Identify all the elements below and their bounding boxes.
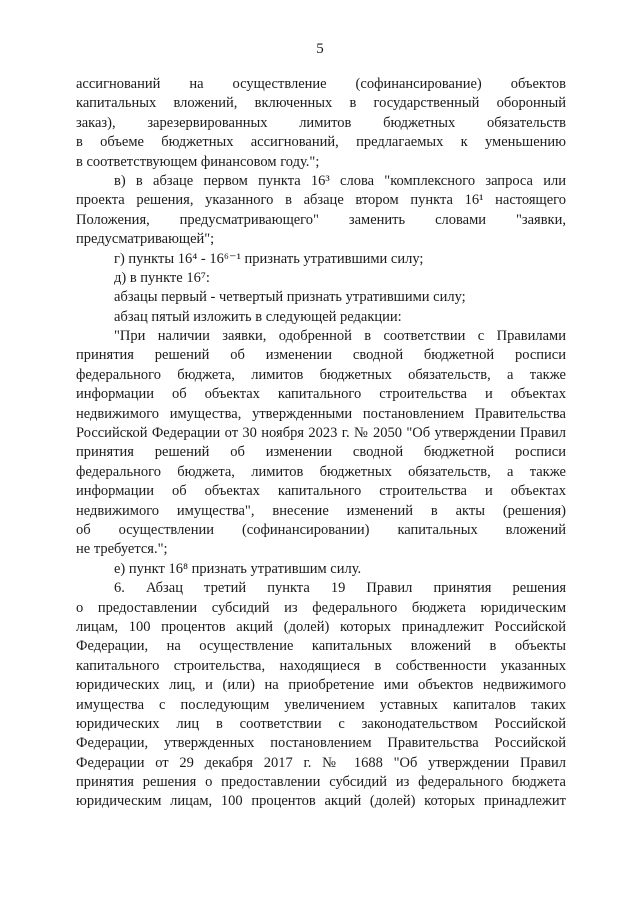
text-line: о предоставлении субсидий из федерального бюджета юридическим bbox=[76, 599, 566, 616]
text-line: в объеме бюджетных ассигнований, предлагаемых к уменьшению bbox=[76, 134, 566, 151]
page-number: 5 bbox=[316, 41, 324, 57]
text-line: капитального строительства, находящиеся в собственности указанных bbox=[76, 657, 566, 674]
text-line: лицам, 100 процентов акций (долей) которых принадлежит Российской bbox=[76, 618, 566, 635]
text-line: не требуется."; bbox=[76, 541, 168, 558]
text-line: е) пункт 16⁸ признать утратившим силу. bbox=[114, 560, 362, 577]
text-line: имущества с последующим увеличением уставных капиталов таких bbox=[76, 696, 566, 713]
text-line: юридических лиц, и (или) на приобретение ими объектов недвижимого bbox=[76, 677, 566, 694]
text-line: Федерации от 29 декабря 2017 г. № 1688 "Об утверждении Правил bbox=[76, 754, 566, 771]
text-line: об осуществлении (софинансировании) капитальных вложений bbox=[76, 521, 566, 538]
text-line: капитальных вложений, включенных в государственный оборонный bbox=[76, 95, 566, 112]
text-line: информации об объектах капитального строительства и объектах bbox=[76, 483, 566, 500]
text-line: заказ), зарезервированных лимитов бюджетных обязательств bbox=[76, 114, 566, 131]
text-line: проекта решения, указанного в абзаце втором пункта 16¹ настоящего bbox=[76, 192, 566, 209]
text-line: юридических лиц в соответствии с законодательством Российской bbox=[76, 715, 566, 732]
text-line: юридическим лицам, 100 процентов акций (долей) которых принадлежит bbox=[76, 793, 566, 810]
text-line: Федерации, на осуществление капитальных вложений в объекты bbox=[76, 638, 566, 655]
document-body bbox=[76, 75, 566, 812]
text-line: в соответствующем финансовом году."; bbox=[76, 153, 320, 170]
text-line: абзацы первый - четвертый признать утратившими силу; bbox=[114, 289, 466, 306]
text-line: федерального бюджета, лимитов бюджетных обязательств, а также bbox=[76, 463, 566, 480]
text-line: принятия решений об изменении сводной бюджетной росписи bbox=[76, 347, 566, 364]
text-line: информации об объектах капитального строительства и объектах bbox=[76, 386, 566, 403]
text-line: г) пункты 16⁴ - 16⁶⁻¹ признать утратившими силу; bbox=[114, 250, 424, 267]
text-line: д) в пункте 16⁷: bbox=[114, 269, 210, 286]
text-line: ассигнований на осуществление (софинансирование) объектов bbox=[76, 76, 566, 92]
text-line: недвижимого имущества, утвержденными постановлением Правительства bbox=[76, 405, 566, 422]
text-line: "При наличии заявки, одобренной в соответствии с Правилами bbox=[114, 328, 566, 345]
text-line: Российской Федерации от 30 ноября 2023 г. № 2050 "Об утверждении Правил bbox=[76, 425, 566, 442]
text-line: федерального бюджета, лимитов бюджетных обязательств, а также bbox=[76, 366, 566, 383]
text-line: принятия решения о предоставлении субсидий из федерального бюджета bbox=[76, 774, 566, 791]
text-line: недвижимого имущества", внесение изменений в акты (решения) bbox=[76, 502, 566, 519]
text-line: принятия решений об изменении сводной бюджетной росписи bbox=[76, 444, 566, 461]
text-line: 6. Абзац третий пункта 19 Правил принятия решения bbox=[114, 580, 566, 597]
text-line: в) в абзаце первом пункта 16³ слова "комплексного запроса или bbox=[114, 172, 566, 189]
text-line: Положения, предусматривающего" заменить словами "заявки, bbox=[76, 211, 566, 228]
text-line: предусматривающей"; bbox=[76, 231, 215, 248]
text-line: Федерации, утвержденных постановлением Правительства Российской bbox=[76, 735, 566, 752]
text-line: абзац пятый изложить в следующей редакции: bbox=[114, 308, 402, 325]
